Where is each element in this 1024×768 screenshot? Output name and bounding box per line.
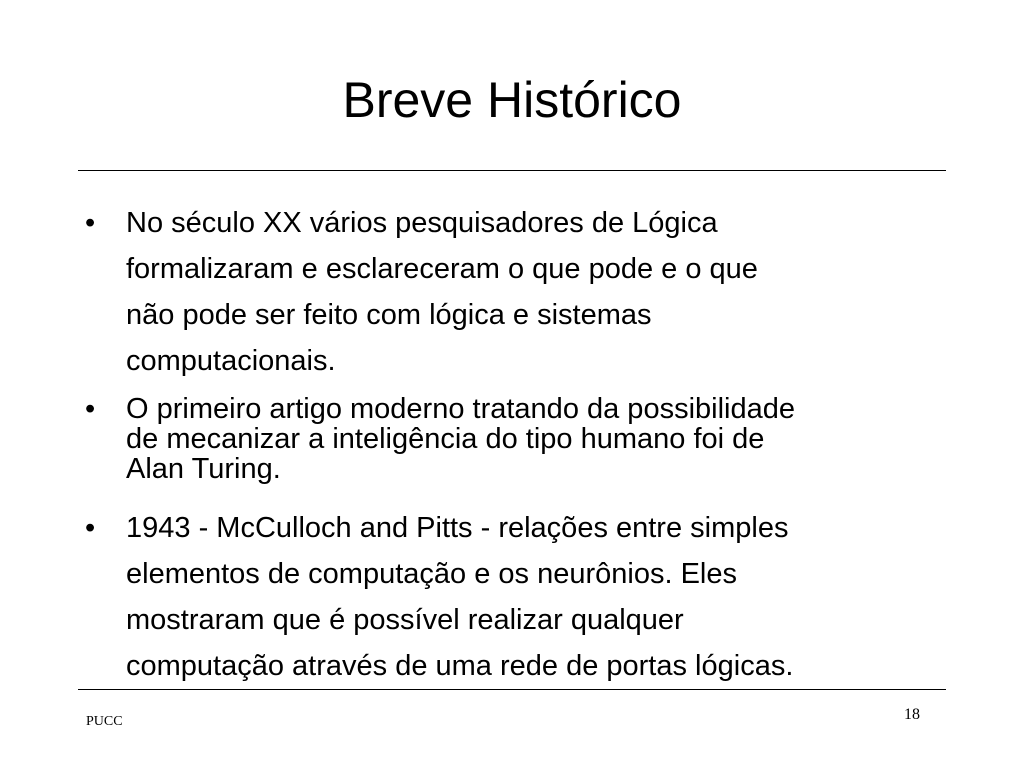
bullet-text (126, 200, 1006, 384)
bullet-text (126, 392, 1006, 486)
bullet-marker: • (85, 512, 96, 544)
bullet-line: O primeiro artigo moderno tratando da possibilidade (126, 393, 795, 425)
footer-divider (78, 689, 946, 690)
title-divider (78, 170, 946, 171)
bullet-line: Alan Turing. (126, 453, 281, 485)
bullet-line: computacionais. (126, 345, 336, 377)
bullet-marker: • (85, 207, 96, 239)
bullet-line: No século XX vários pesquisadores de Lógica (126, 207, 718, 239)
bullet-line: mostraram que é possível realizar qualquer (126, 604, 684, 636)
footer-label: PUCC (86, 714, 123, 729)
bullet-line: elementos de computação e os neurônios. Eles (126, 558, 737, 590)
bullet-line: não pode ser feito com lógica e sistemas (126, 299, 652, 331)
bullet-line: computação através de uma rede de portas lógicas. (126, 650, 794, 682)
slide-title: Breve Histórico (342, 72, 682, 128)
bullet-line: 1943 - McCulloch and Pitts - relações entre simples (126, 512, 789, 544)
bullet-marker: • (85, 393, 96, 425)
bullet-line: formalizaram e esclareceram o que pode e o que (126, 253, 758, 285)
bullet-line: de mecanizar a inteligência do tipo humano foi de (126, 423, 765, 455)
bullet-text (126, 505, 1006, 689)
page-number: 18 (904, 706, 920, 723)
